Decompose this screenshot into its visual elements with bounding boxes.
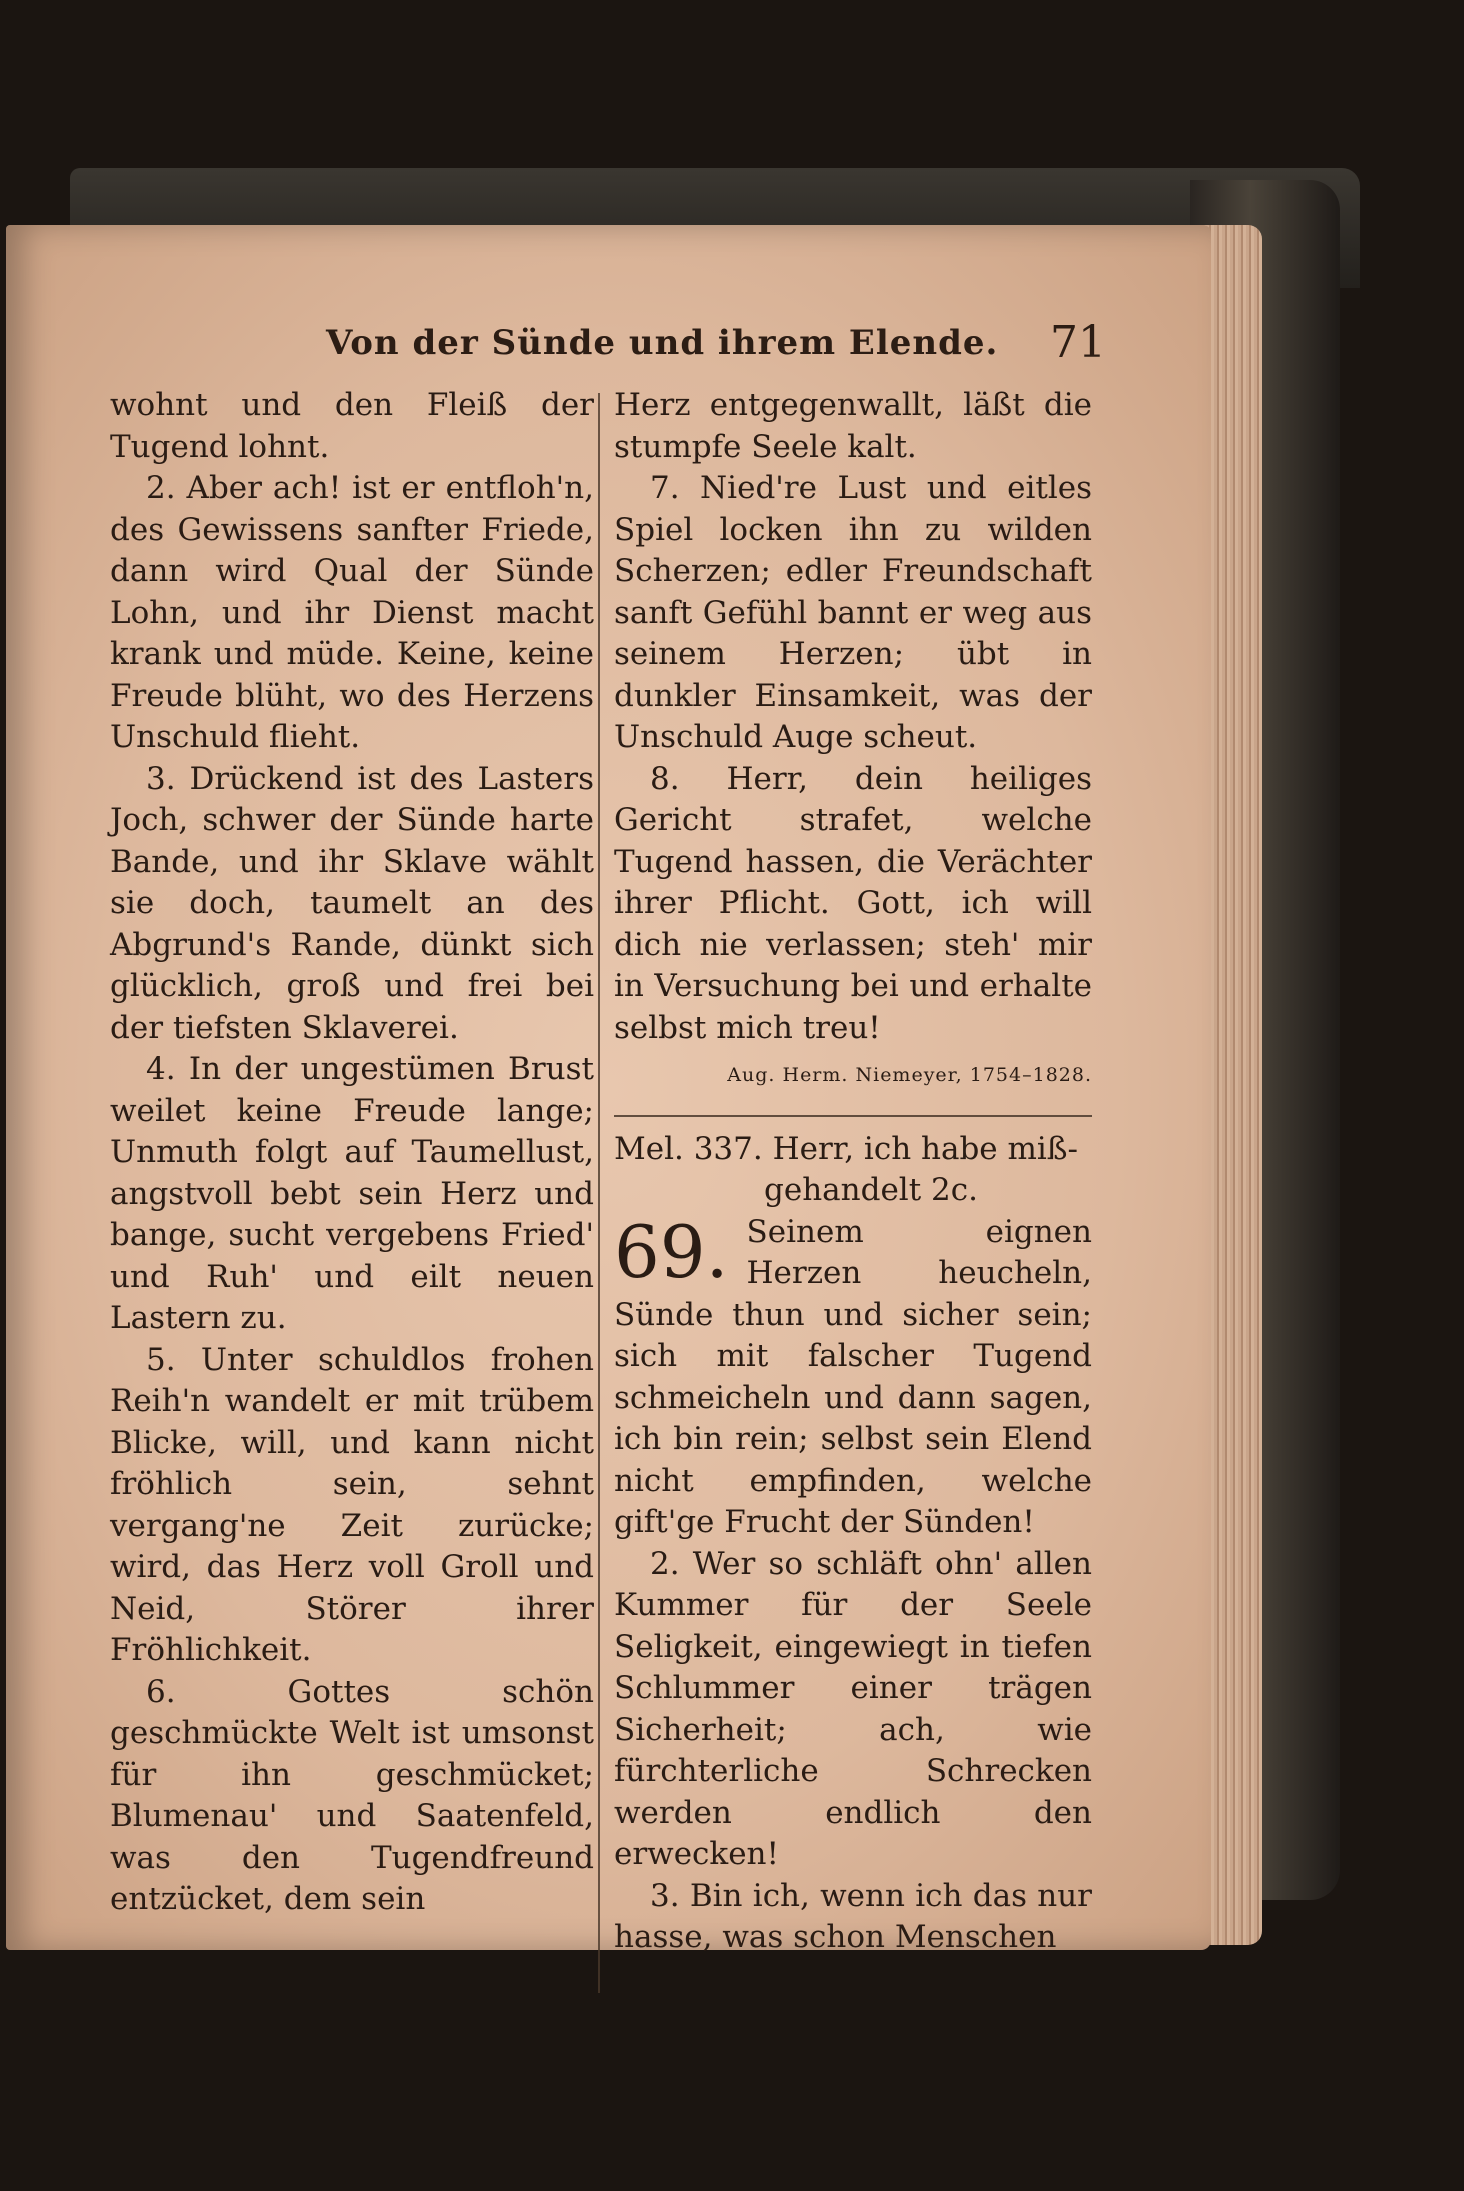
stanza-3: 3. Drückend ist des Lasters Joch, schwer der Sünde harte Bande, und ihr Sklave wählt sie doch, taumelt an des Abgrund's Rande, dünkt sich glücklich, groß und frei bei der tiefsten Sklaverei. bbox=[110, 760, 594, 1046]
left-column bbox=[110, 385, 594, 1921]
running-head: Von der Sünde und ihrem Elende. bbox=[326, 323, 999, 363]
melody-tune-line-1: Herr, ich habe miß- bbox=[772, 1130, 1078, 1167]
hymn-separator bbox=[614, 1115, 1092, 1117]
hymn-number: 69. bbox=[614, 1209, 729, 1294]
hymn-69-stanza-3: 3. Bin ich, wenn ich das nur hasse, was schon Menschen bbox=[614, 1877, 1092, 1955]
page-number: 71 bbox=[1050, 317, 1106, 368]
book-page bbox=[6, 225, 1211, 1955]
stanza-6-continued: Herz entgegenwallt, läßt die stumpfe Seele kalt. bbox=[614, 387, 1092, 465]
stanza-2: 2. Aber ach! ist er entfloh'n, des Gewissens sanfter Friede, dann wird Qual der Sünde Lohn, und ihr Dienst macht krank und müde. Keine, keine Freude blüht, wo des Herzens Unschuld flieht. bbox=[110, 470, 594, 755]
hymn-69-stanza-1 bbox=[614, 1209, 1092, 1544]
author-attribution: Aug. Herm. Niemeyer, 1754–1828. bbox=[727, 1064, 1092, 1086]
melody-number: Mel. 337. bbox=[614, 1130, 763, 1167]
stanza-5: 5. Unter schuldlos frohen Reih'n wandelt er mit trübem Blicke, will, und kann nicht fröhlich sein, sehnt vergang'ne Zeit zurücke; wird, das Herz voll Groll und Neid, Störer ihrer Fröhlichkeit. bbox=[110, 1341, 594, 1668]
page-header bbox=[326, 317, 1106, 383]
hymn-69-stanza-2: 2. Wer so schläft ohn' allen Kummer für der Seele Seligkeit, eingewiegt in tiefen Schlummer einer trägen Sicherheit; ach, wie fürchterliche Schrecken werden endlich den erwecken! bbox=[614, 1545, 1092, 1872]
column-divider bbox=[598, 393, 600, 1993]
melody-reference bbox=[614, 1129, 1092, 1171]
stanza-8: 8. Herr, dein heiliges Gericht strafet, welche Tugend hassen, die Verächter ihrer Pflicht. Gott, ich will dich nie verlassen; steh' mir in Versuchung bei und erhalte selbst mich treu! bbox=[614, 760, 1092, 1046]
stanza-continued: wohnt und den Fleiß der Tugend lohnt. bbox=[110, 387, 594, 465]
stanza-7: 7. Nied're Lust und eitles Spiel locken ihn zu wilden Scherzen; edler Freundschaft sanft Gefühl bannt er weg aus seinem Herzen; übt in dunkler Einsamkeit, was der Unschuld Auge scheut. bbox=[614, 470, 1092, 755]
melody-tune-line-2: gehandelt 2c. bbox=[764, 1172, 978, 1208]
stanza-4: 4. In der ungestümen Brust weilet keine Freude lange; Unmuth folgt auf Taumellust, angstvoll bebt sein Herz und bange, sucht vergebens Fried' und Ruh' und eilt neuen Lastern zu. bbox=[110, 1051, 594, 1336]
hymn-69-stanza-1-text: Seinem eignen Herzen heucheln, Sünde thun und sicher sein; sich mit falscher Tugend schmeicheln und dann sagen, ich bin rein; selbst sein Elend nicht empfinden, welche gift'ge Frucht der Sünden! bbox=[614, 1213, 1092, 1540]
right-column bbox=[614, 385, 1092, 1959]
stanza-6: 6. Gottes schön geschmückte Welt ist umsonst für ihn geschmücket; Blumenau' und Saatenfeld, was den Tugendfreund entzücket, dem sein bbox=[110, 1673, 594, 1917]
